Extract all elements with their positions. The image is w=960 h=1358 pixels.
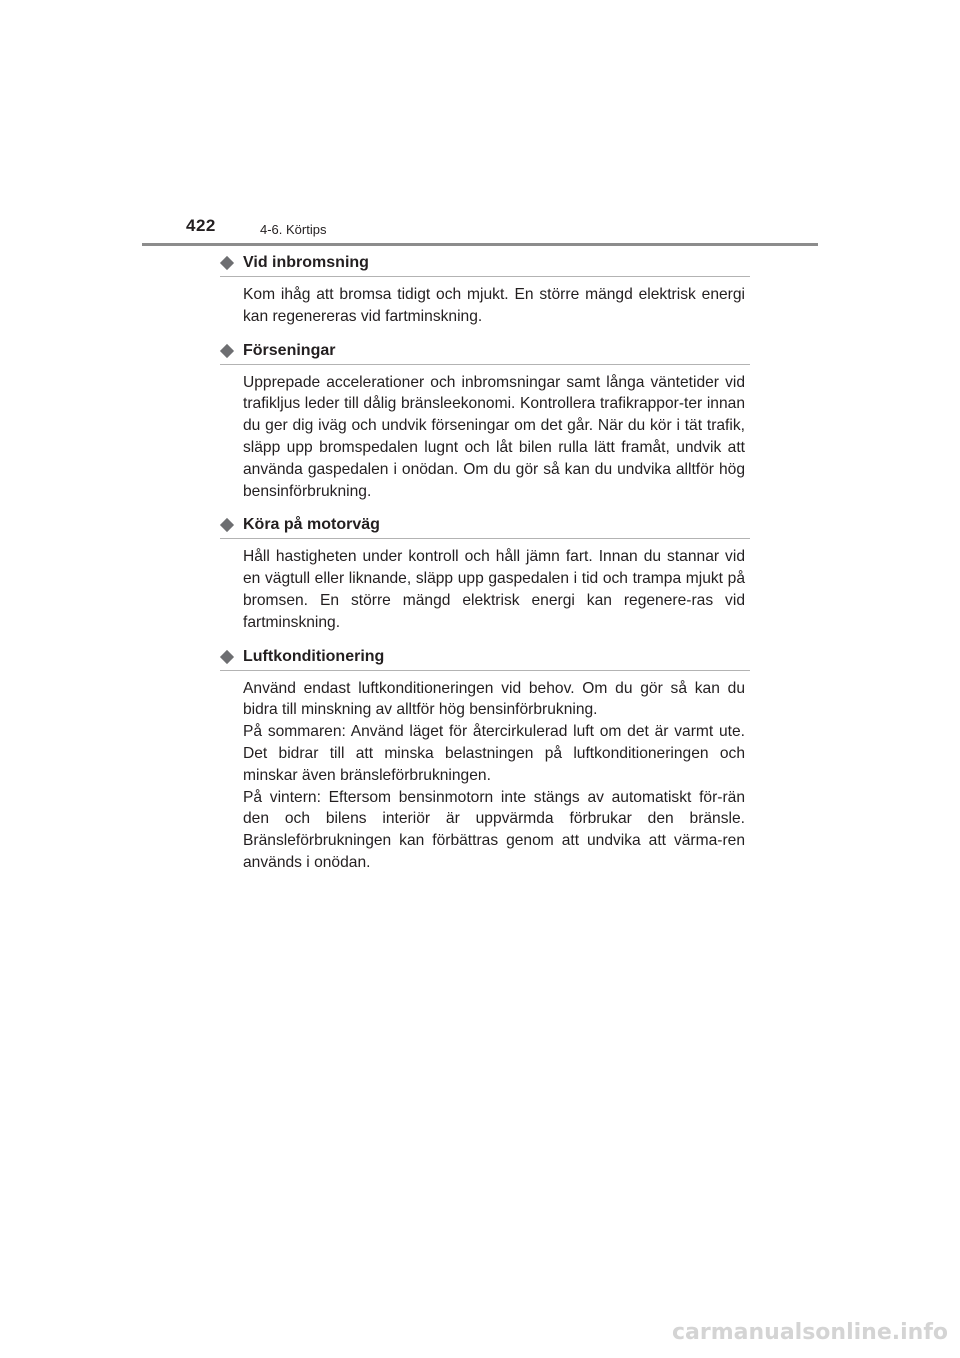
section-heading xyxy=(220,644,750,671)
section-label: 4-6. Körtips xyxy=(260,222,327,237)
section-heading xyxy=(220,512,750,539)
section-heading-text: Vid inbromsning xyxy=(243,254,369,271)
section-delays xyxy=(220,338,750,503)
paragraph: Håll hastigheten under kontroll och håll jämn fart. Innan du stannar vid en vägtull eller liknande, släpp upp gaspedalen i tid och trampa mjukt på bromsen. En större mängd elektrisk energi kan regenere-ras vid fartminskning. xyxy=(243,548,745,631)
section-braking xyxy=(220,250,750,328)
page-content xyxy=(220,250,750,874)
paragraph: På sommaren: Använd läget för återcirkulerad luft om det är varmt ute. Det bidrar till att minska belastningen på luftkonditioneringen och minskar även bränsleförbrukningen. xyxy=(243,723,745,784)
section-heading-text: Luftkonditionering xyxy=(243,647,385,665)
diamond-bullet-icon xyxy=(220,518,234,532)
header-rule xyxy=(142,243,818,246)
section-heading xyxy=(220,338,750,365)
section-heading-text: Köra på motorväg xyxy=(243,516,380,534)
paragraph: Kom ihåg att bromsa tidigt och mjukt. En större mängd elektrisk energi kan regenereras vid fartminskning. xyxy=(243,286,745,325)
section-heading-text: Förseningar xyxy=(243,341,336,359)
section-body xyxy=(243,284,745,328)
diamond-bullet-icon xyxy=(220,256,234,270)
section-body xyxy=(243,546,745,633)
section-highway xyxy=(220,512,750,633)
page-number: 422 xyxy=(186,216,216,235)
section-air-conditioning xyxy=(220,644,750,874)
paragraph: Upprepade accelerationer och inbromsningar samt långa väntetider vid trafikljus leder till dålig bränsleekonomi. Kontrollera trafikrappor-ter innan du ger dig iväg och undvik förseningar om det går. När du kör i tät trafik, släpp upp bromspedalen lugnt och låt bilen rulla lätt framåt, undvik att använda gaspedalen i onödan. Om du gör så kan du undvika alltför hög bensinförbrukning. xyxy=(243,373,745,500)
diamond-bullet-icon xyxy=(220,344,234,358)
paragraph: Använd endast luftkonditioneringen vid behov. Om du gör så kan du bidra till minskning av alltför hög bensinförbrukning. xyxy=(243,679,745,719)
diamond-bullet-icon xyxy=(220,649,234,663)
section-heading xyxy=(220,250,750,277)
paragraph: På vintern: Eftersom bensinmotorn inte stängs av automatiskt för-rän den och bilens interiör är uppvärmda förbrukar den bränsle. Bränsleförbrukningen kan förbättras genom att undvika att värma-ren används i onödan. xyxy=(243,788,745,871)
section-body xyxy=(243,678,745,874)
section-body xyxy=(243,372,745,503)
watermark: carmanualsonline.info xyxy=(672,1320,948,1345)
